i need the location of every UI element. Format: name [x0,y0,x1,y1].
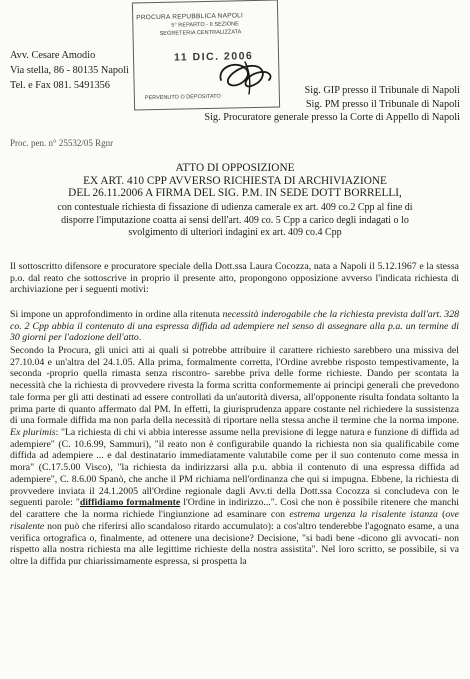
addressee-procuratore: Sig. Procuratore generale presso la Corte di Appello di Napoli [204,112,460,124]
sender-block [10,48,129,93]
argument-1-lead: Si impone un approfondimento in ordine alla ritenuta [10,309,223,320]
heading-line-2: EX ART. 410 CPP AVVERSO RICHIESTA DI ARCHIVIAZIONE [83,174,387,187]
case-law-citations: : "La richiesta di chi vi abbia interesse assume nella previsione di legge natura e funzione di diffida ad adempiere" (C. 10.6.99, Sammuri), "il reato non è configurabile quando la richiesta non sia qualificabile come diffida ad adempiere ... e dal destinatario immediatamente valutabile come per il suo contenuto come messa in mora" (C.17.5.00 Visco), "la richiesta da indirizzarsi alla p.u. abbia il contenuto di una espressa diffida ad adempiere", C. 8.6.00 Spanò, che anche il PM richiama nell'ordinanza che qui si impugna. [10,427,459,485]
addressee-pm: Sig. PM presso il Tribunale di Napoli [305,98,460,110]
heading-title: ATTO DI OPPOSIZIONE [175,162,295,174]
stamp-secretariat: SEGRETERIA CENTRALIZZATA [159,29,242,37]
intro-text: Il sottoscritto difensore e procuratore speciale della Dott.ssa Laura Cocozza, nata a Napoli il 5.12.1967 e la stessa p.o. dal reato che sottoscrive in proprio il presente atto, propongono opposizione avverso l'indicata richiesta di archiviazione per i seguenti motivi: [10,261,459,296]
subheading-line-2: disporre l'imputazione coatta ai sensi dell'art. 409 co. 5 Cpp a carico degli indagati o lo [61,214,409,226]
document-subheading [0,202,470,240]
heading-line-3: DEL 26.11.2006 A FIRMA DEL SIG. P.M. IN SEDE DOTT BORRELLI, [68,187,402,200]
proceeding-reference: Proc. pen. n° 25532/05 Rgnr [10,138,114,148]
stamp-section: 5° REPARTO - II SEZIONE [171,21,239,29]
argument-2-text [10,345,459,568]
subheading-line-1: con contestuale richiesta di fissazione di udienza camerale ex art. 409 co.2 Cpp al fine di [57,202,413,213]
subheading-line-3: svolgimento di ulteriori indagini ex art. 409 co.4 Cpp [128,227,342,239]
sender-name: Avv. Cesare Amodio [10,50,96,61]
addressee-list [204,84,460,125]
case-law-text: Dando per scontata la necessità che la richiesta di provvedere rivesta la forma scritta conformemente ai principi generali che prevedono tale forma per gli atti destinati ad essere controllati da un'autorità diversa, all'opponente risulta fondata soltanto la prima parte di quanto affermato dal PM. In effetti, la giurisprudenza appare costante nel richiedere la sussistenza di una formale diffida ma non parla della necessità di riportare nella stessa anche il termine che la norma impone. [10,368,460,427]
addressee-gip: Sig. GIP presso il Tribunale di Napoli [304,85,460,96]
risalente-phrase: ove risalente [10,509,459,532]
urgency-phrase: estrema urgenza la risalente istanza [289,509,438,521]
stamp-date: 11 DIC. 2006 [173,50,254,64]
paragraph-intro [10,261,459,296]
conclusion-text: non può che riferirsi allo scandaloso ritardo accumulato): a cos'altro tenderebbe l'agognato esame, a una verifica ortografica o, finalmente, ad ottenere una decisione? Decisione, "si badi bene -dicono gli avvocati- non rispetto alla nostra richiesta ma alle legittime richieste della nostra assistita". Nel loro scritto, se possibile, si va oltre la diffida pur chiarissimamente espressa, si prospetta la [10,520,459,567]
sender-phone: Tel. e Fax 081. 5491356 [10,80,110,91]
letter-quote-end: l'Ordine in indirizzo...". [180,497,278,509]
paragraph-argument-1 [10,309,459,344]
document-heading [0,162,470,200]
stamp-office: PROCURA REPUBBLICA NAPOLI [136,12,244,22]
argument-1-emphasis: necessità inderogabile che la richiesta prevista dall'art. 328 co. 2 Cpp abbia il contenuto di una espressa diffida ad adempiere nel senso di assegnare alla p.a. un termine di 30 giorni per l'adozione dell'atto [10,309,459,344]
conclusion-lead: Così che non è possibile ritenere che manchi del carattere che la norma richiede l'ingiunzione ad esaminare con [10,497,460,521]
procura-position-text: Secondo la Procura, gli unici atti ai quali si potrebbe attribuire il carattere richiesto sarebbero una missiva del 27.10.04 e un'altra del 24.1.05. Alla prima, formalmente corretta, l'Ordine avrebbe risposto tempestivamente, la seconda -proprio quella rimasta senza riscontro- sarebbe priva delle forme richieste. [10,345,459,380]
conclusion-bracket: ( [437,509,446,521]
paragraph-argument-2 [10,345,459,568]
argument-1-end: . [138,332,142,344]
stamp-received: PERVENUTO O DEPOSITATO [144,93,221,102]
sender-street: Via stella, 86 - 80135 Napoli [10,65,129,76]
letter-quote-lead: Ebbene, la richiesta di provvedere inviata il 24.1.2005 all'Ordine regionale dagli Avv.ti della Dott.ssa Cocozza si concludeva con le seguenti parole: " [10,473,459,509]
argument-1-text [10,309,459,344]
ex-plurimis-label: Ex plurimis [10,427,56,439]
formal-warning-phrase: diffidiamo formalmente [79,497,181,509]
